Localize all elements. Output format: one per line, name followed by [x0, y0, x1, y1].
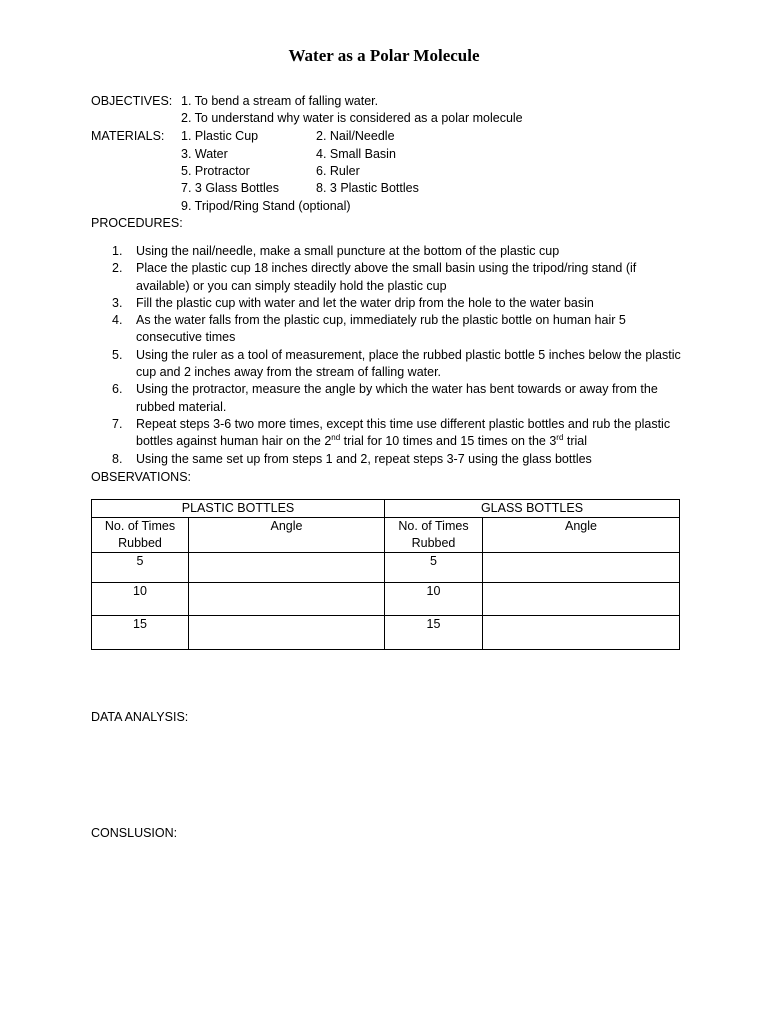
glass-angle-cell[interactable] — [483, 616, 680, 650]
group-header-glass: GLASS BOTTLES — [385, 500, 680, 518]
column-header-angle: Angle — [483, 518, 680, 553]
glass-angle-cell[interactable] — [483, 583, 680, 616]
step-text: Using the ruler as a tool of measurement, place the rubbed plastic bottle 5 inches below the plastic cup and 2 inches away from the stream of falling water. — [136, 347, 681, 380]
group-header-plastic: PLASTIC BOTTLES — [92, 500, 385, 518]
material-item: 5. Protractor — [181, 164, 250, 178]
procedure-step — [91, 347, 681, 382]
step-text: Place the plastic cup 18 inches directly above the small basin using the tripod/ring stand (if available) or you can simply steadily hold the plastic cup — [136, 261, 637, 293]
glass-times-cell: 10 — [385, 583, 483, 616]
table-row — [92, 553, 680, 583]
objectives-label: OBJECTIVES: — [91, 94, 173, 108]
step-number: 5. — [112, 347, 123, 362]
step-number: 2. — [112, 261, 123, 276]
step-number: 4. — [112, 313, 123, 328]
page-title: Water as a Polar Molecule — [288, 46, 480, 65]
column-header-angle: Angle — [189, 518, 385, 553]
procedure-step — [91, 381, 681, 416]
procedure-step — [91, 243, 681, 260]
procedure-step — [91, 451, 681, 468]
glass-angle-cell[interactable] — [483, 553, 680, 583]
procedure-step — [91, 260, 681, 295]
step-text: Using the nail/needle, make a small puncture at the bottom of the plastic cup — [136, 244, 560, 258]
observations-table — [91, 499, 680, 650]
plastic-times-cell: 10 — [92, 583, 189, 616]
step-text: trial for 10 times and 15 times on the 3 — [340, 434, 557, 449]
material-item: 7. 3 Glass Bottles — [181, 181, 279, 195]
plastic-angle-cell[interactable] — [189, 553, 385, 583]
material-item: 3. Water — [181, 147, 228, 161]
step-text: Using the protractor, measure the angle by which the water has bent towards or away from the rubbed material. — [136, 382, 658, 414]
ordinal-suffix: rd — [556, 433, 564, 443]
procedure-step — [91, 295, 681, 312]
step-text: As the water falls from the plastic cup, immediately rub the plastic bottle on human hair 5 consecutive times — [136, 313, 626, 345]
ordinal-suffix: nd — [331, 433, 341, 443]
plastic-times-cell: 15 — [92, 616, 189, 650]
table-column-header-row — [92, 518, 680, 553]
material-item: 8. 3 Plastic Bottles — [316, 181, 419, 195]
glass-times-cell: 5 — [385, 553, 483, 583]
step-number: 7. — [112, 416, 123, 431]
data-analysis-label: DATA ANALYSIS: — [91, 710, 189, 724]
procedures-label: PROCEDURES: — [91, 216, 183, 230]
step-text: trial — [563, 434, 588, 449]
material-item: 4. Small Basin — [316, 147, 396, 161]
step-number: 6. — [112, 382, 123, 397]
step-text: Repeat steps 3-6 two more times, except this time use different plastic bottles and rub the plastic bottles against human hair on the 2 — [136, 416, 671, 449]
step-number: 1. — [112, 244, 123, 258]
plastic-angle-cell[interactable] — [189, 583, 385, 616]
procedure-step — [91, 416, 681, 451]
table-group-header-row — [92, 500, 680, 518]
materials-label: MATERIALS: — [91, 129, 165, 143]
plastic-times-cell: 5 — [92, 553, 189, 583]
observations-label: OBSERVATIONS: — [91, 470, 192, 484]
material-item: 6. Ruler — [316, 164, 360, 178]
procedures-list — [91, 243, 681, 468]
conclusion-label: CONSLUSION: — [91, 826, 178, 840]
table-row — [92, 616, 680, 650]
plastic-angle-cell[interactable] — [189, 616, 385, 650]
column-header-times: No. of Times Rubbed — [385, 518, 483, 553]
column-header-times: No. of Times Rubbed — [92, 518, 189, 553]
material-item: 1. Plastic Cup — [181, 129, 259, 143]
step-number: 8. — [112, 451, 123, 466]
step-text: Using the same set up from steps 1 and 2, repeat steps 3-7 using the glass bottles — [136, 451, 592, 466]
table-row — [92, 583, 680, 616]
step-text: Fill the plastic cup with water and let the water drip from the hole to the water basin — [136, 295, 594, 310]
objective-item: 1. To bend a stream of falling water. — [181, 94, 379, 108]
objective-item: 2. To understand why water is considered as a polar molecule — [181, 111, 523, 125]
procedure-step — [91, 312, 681, 347]
step-number: 3. — [112, 295, 123, 310]
material-item: 9. Tripod/Ring Stand (optional) — [181, 199, 351, 213]
glass-times-cell: 15 — [385, 616, 483, 650]
material-item: 2. Nail/Needle — [316, 129, 395, 143]
